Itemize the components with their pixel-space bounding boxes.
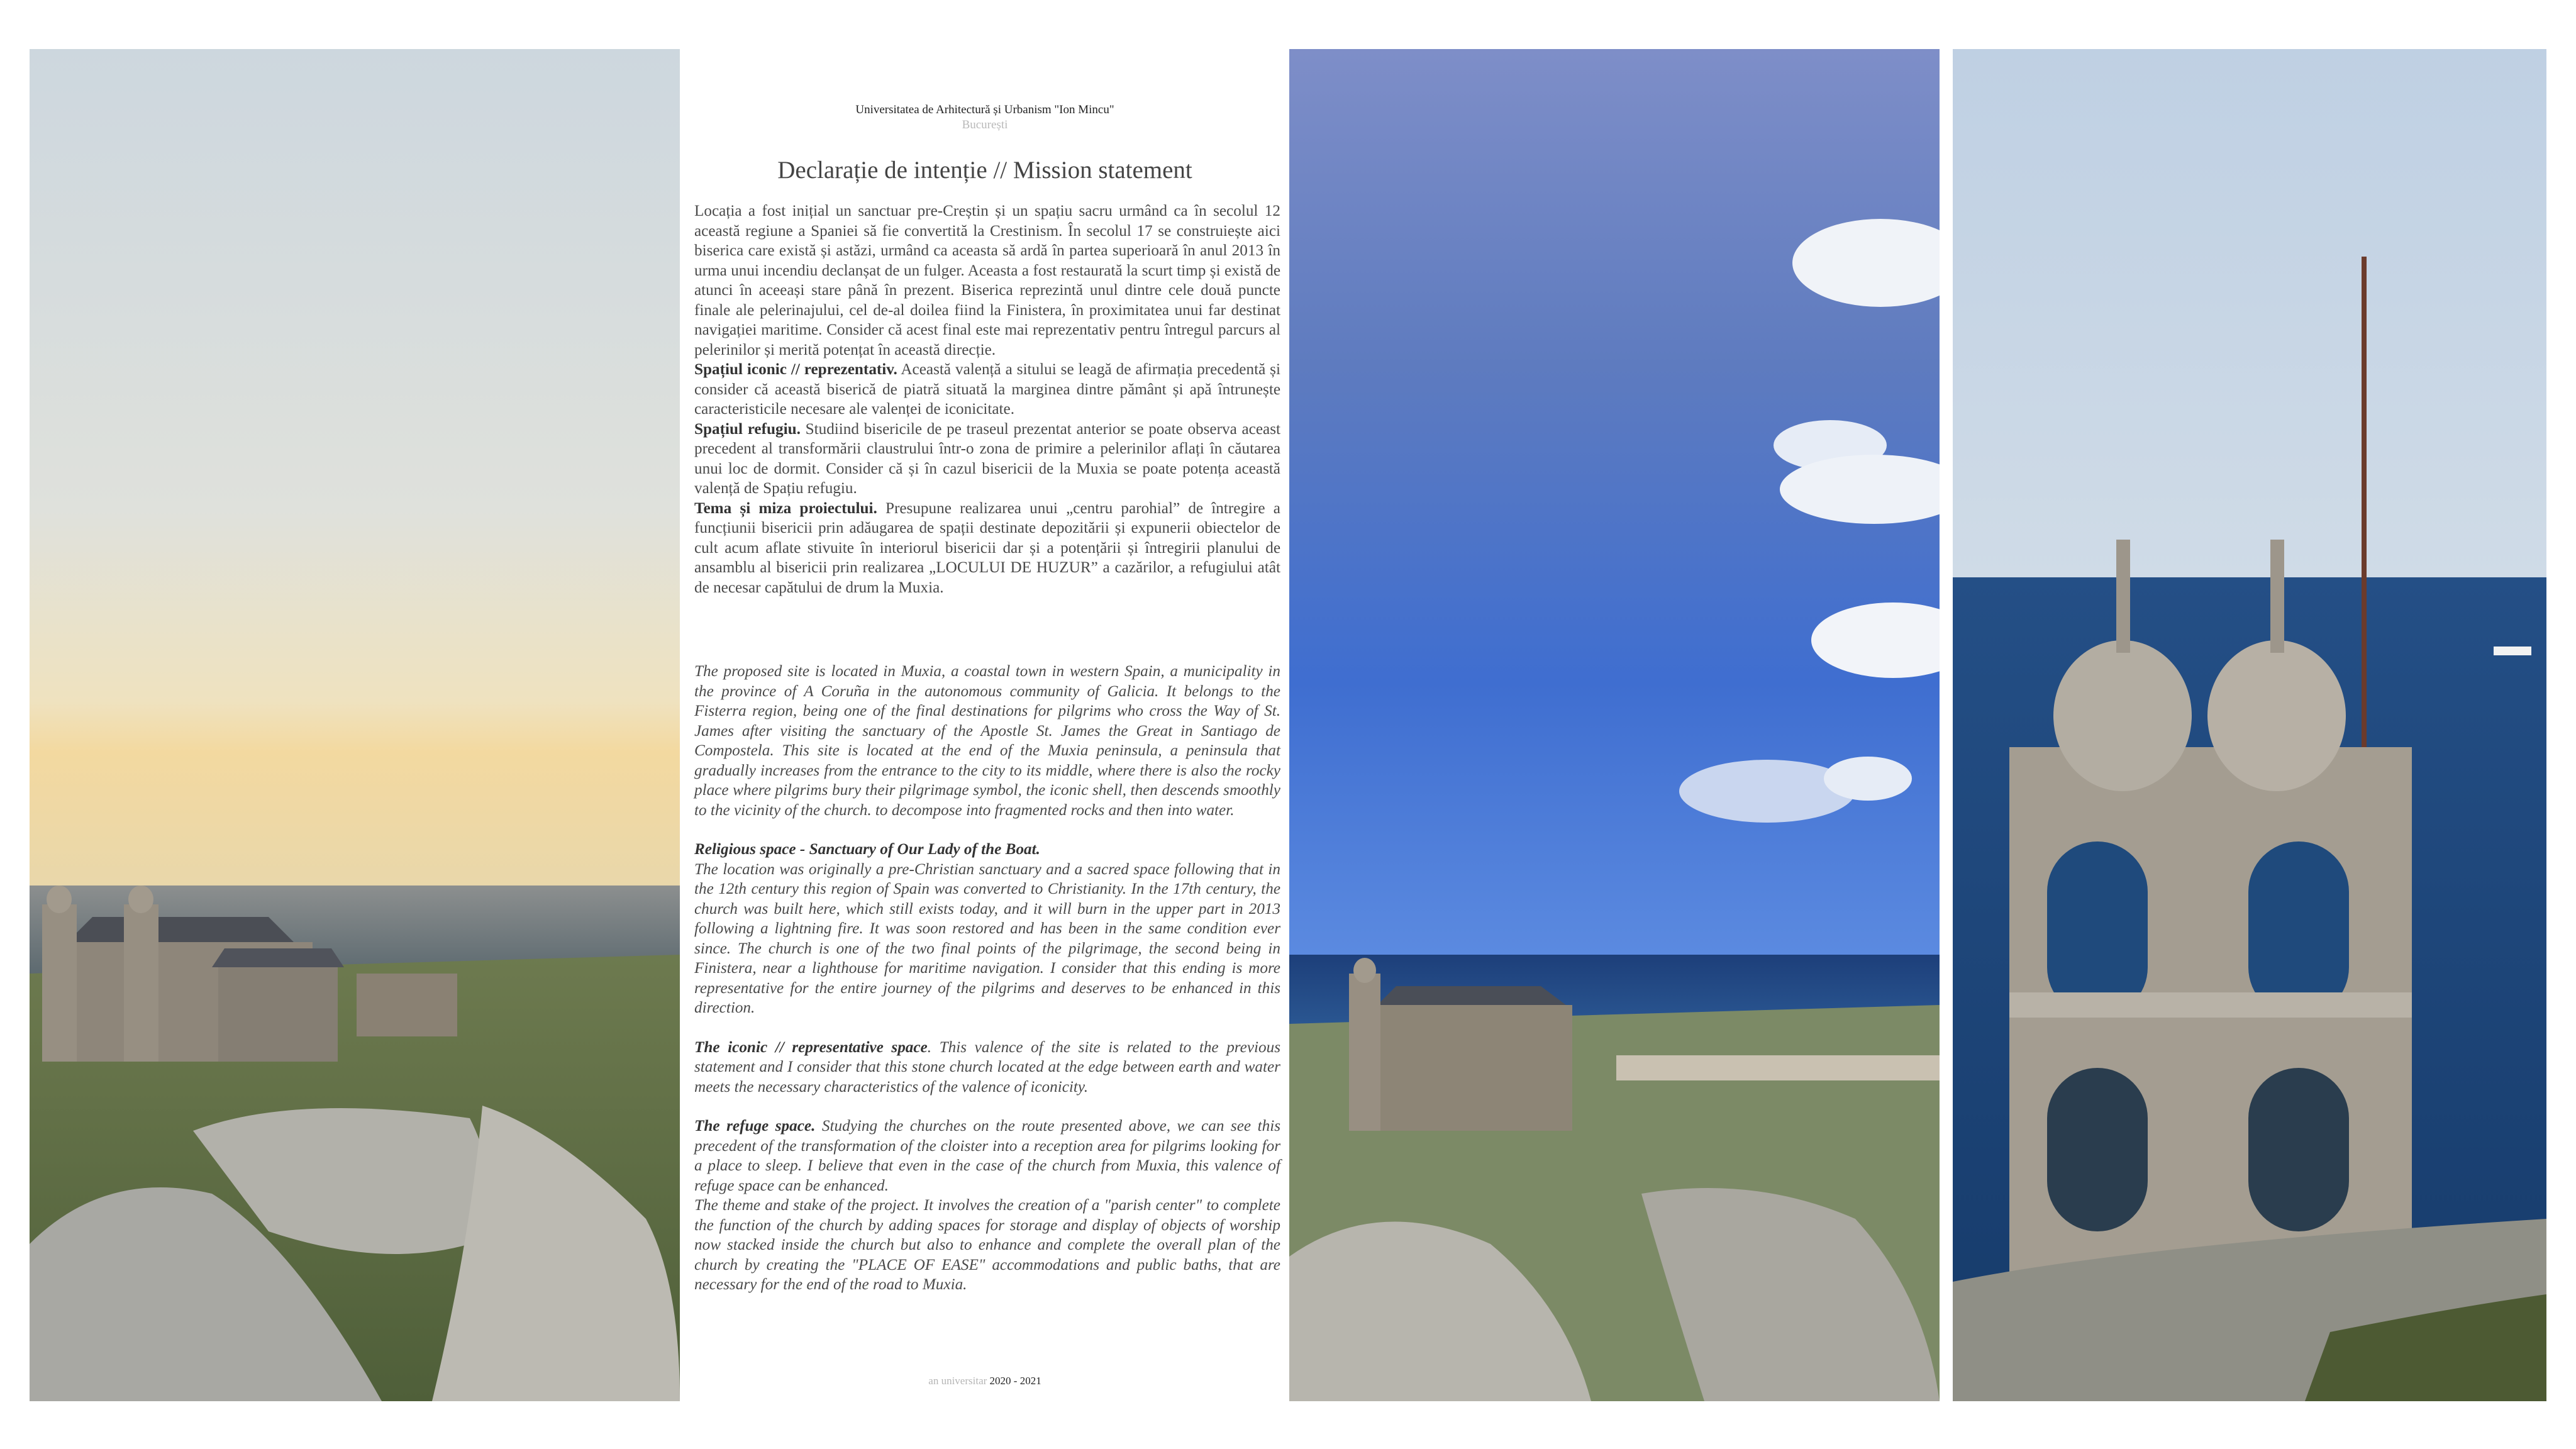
university-city: București	[962, 118, 1008, 131]
en-paragraph-2-heading	[694, 840, 1280, 860]
en-paragraph-3-heading: The iconic // representative space	[694, 1038, 928, 1056]
photo-bell-towers	[1953, 49, 2546, 1401]
en-paragraph-4-body: Studying the churches on the route presented above, we can see this precedent of the transformation of the cloister into a reception area for pilgrims looking for a place to sleep. I believe that even in the case of the church from Muxia, this valence of refuge space can be enhanced.	[694, 1118, 1280, 1194]
ro-paragraph-3	[694, 419, 1280, 499]
en-paragraph-3	[694, 1038, 1280, 1097]
en-paragraph-4-heading: The refuge space.	[694, 1118, 816, 1135]
en-paragraph-2-heading-text: Religious space - Sanctuary of Our Lady of the Boat.	[694, 841, 1040, 858]
en-paragraph-5: The theme and stake of the project. It involves the creation of a "parish center" to complete the function of the church by adding spaces for storage and display of objects of worship now stacked inside the church but also to enhance and complete the overall plan of the church by creating the "PLACE OF EASE" accommodations and public baths, that are necessary for the end of the road to Muxia.	[694, 1197, 1280, 1293]
ro-paragraph-2-heading: Spațiul iconic // reprezentativ.	[694, 361, 897, 378]
en-paragraph-3-body: . This valence of the site is related to the previous statement and I consider that this stone church located at the edge between earth and water meets the necessary characteristics of the valence of iconicity.	[694, 1038, 1280, 1096]
ro-paragraph-1: Locația a fost inițial un sanctuar pre-Creștin și un spațiu sacru urmând ca în secolul 12 această regiune a Spaniei să fie convertită la Crestinism. În secolul 17 se construiește aici biserica care există și astăzi, urmând ca aceasta să ardă în partea superioară în anul 2013 în urma unui incendiu declanșat de un fulger. Aceasta a fost restaurată la scurt timp și există de atunci în aceeași stare până în prezent. Biserica reprezintă unul dintre cele două puncte finale ale pelerinajului, cel de-al doilea fiind la Finistera, în proximitatea unui far destinat navigației maritime. Consider că acest final este mai reprezentativ pentru întregul parcurs al pelerinilor și merită potențat în această direcție.	[694, 203, 1280, 358]
photo-church-blue-sky-image	[1289, 49, 1940, 1401]
ro-paragraph-4-body: Presupune realizarea unui „centru parohial” de întregire a funcțiunii bisericii prin adăugarea de spații destinate depozitării și expunerii obiectelor de cult acum aflate stivuite în interiorul bisericii dar și a potențării și întregirii planului de ansamblu al bisericii prin realizarea „LOCULUI DE HUZUR” a cazărilor, a refugiului atât de necesar capătului de drum la Muxia.	[694, 499, 1280, 596]
document-title: Declarație de intenție // Mission statement	[777, 157, 1192, 184]
ro-paragraph-4	[694, 499, 1280, 598]
photo-bell-towers-image	[1953, 49, 2546, 1401]
en-paragraph-2: The location was originally a pre-Christian sanctuary and a sacred space following that in the 12th century this region of Spain was converted to Christianity. In the 17th century, the church was built here, which still exists today, and it will burn in the upper part in 2013 following a lightning fire. It was soon restored and has been in the same condition ever since. The church is one of the two final points of the pilgrimage, the second being in Finistera, near a lighthouse for maritime navigation. I consider that this ending is more representative for the entire journey of the pilgrims and deserves to be enhanced in this direction.	[694, 860, 1280, 1016]
academic-year-value: 2020 - 2021	[989, 1375, 1041, 1387]
university-name: Universitatea de Arhitectură și Urbanism "Ion Mincu"	[855, 103, 1114, 116]
ro-paragraph-3-heading: Spațiul refugiu.	[694, 420, 801, 438]
photo-church-blue-sky	[1289, 49, 1940, 1401]
ro-paragraph-3-body: Studiind bisericile de pe traseul prezentat anterior se poate observa aceast precedent al transformării claustrului într-o zona de primire a pelerinilor aflați în căutarea unui loc de dormit. Consider că și în cazul bisericii de la Muxia se poate potența această valență de Spațiu refugiu.	[694, 420, 1280, 497]
mission-statement-document	[680, 49, 1289, 1401]
ro-paragraph-2	[694, 360, 1280, 419]
photo-sanctuary-sunset	[30, 49, 680, 1401]
photo-sanctuary-sunset-image	[30, 49, 680, 1401]
ro-paragraph-4-heading: Tema și miza proiectului.	[694, 499, 877, 517]
ro-paragraph-2-body: Această valență a sitului se leagă de afirmația precedentă și consider că această biserică de piatră situată la marginea dintre pământ și apă întrunește caracteristicile necesare ale valenței de iconicitate.	[694, 361, 1280, 418]
english-text	[694, 662, 1280, 1295]
academic-year-footer	[680, 1375, 1289, 1387]
academic-year-label: an universitar	[928, 1375, 987, 1387]
romanian-text	[694, 201, 1280, 597]
en-paragraph-1: The proposed site is located in Muxia, a coastal town in western Spain, a municipality in the province of A Coruña in the autonomous community of Galicia. It belongs to the Fisterra region, being one of the final destinations for pilgrims who cross the Way of St. James after visiting the sanctuary of the Apostle St. James the Great in Santiago de Compostela. This site is located at the end of the Muxia peninsula, a peninsula that gradually increases from the entrance to the city to its middle, where there is also the rocky place where pilgrims bury their pilgrimage symbol, the iconic shell, then descends smoothly to the vicinity of the church. to decompose into fragmented rocks and then into water.	[694, 663, 1280, 819]
en-paragraph-4	[694, 1116, 1280, 1196]
